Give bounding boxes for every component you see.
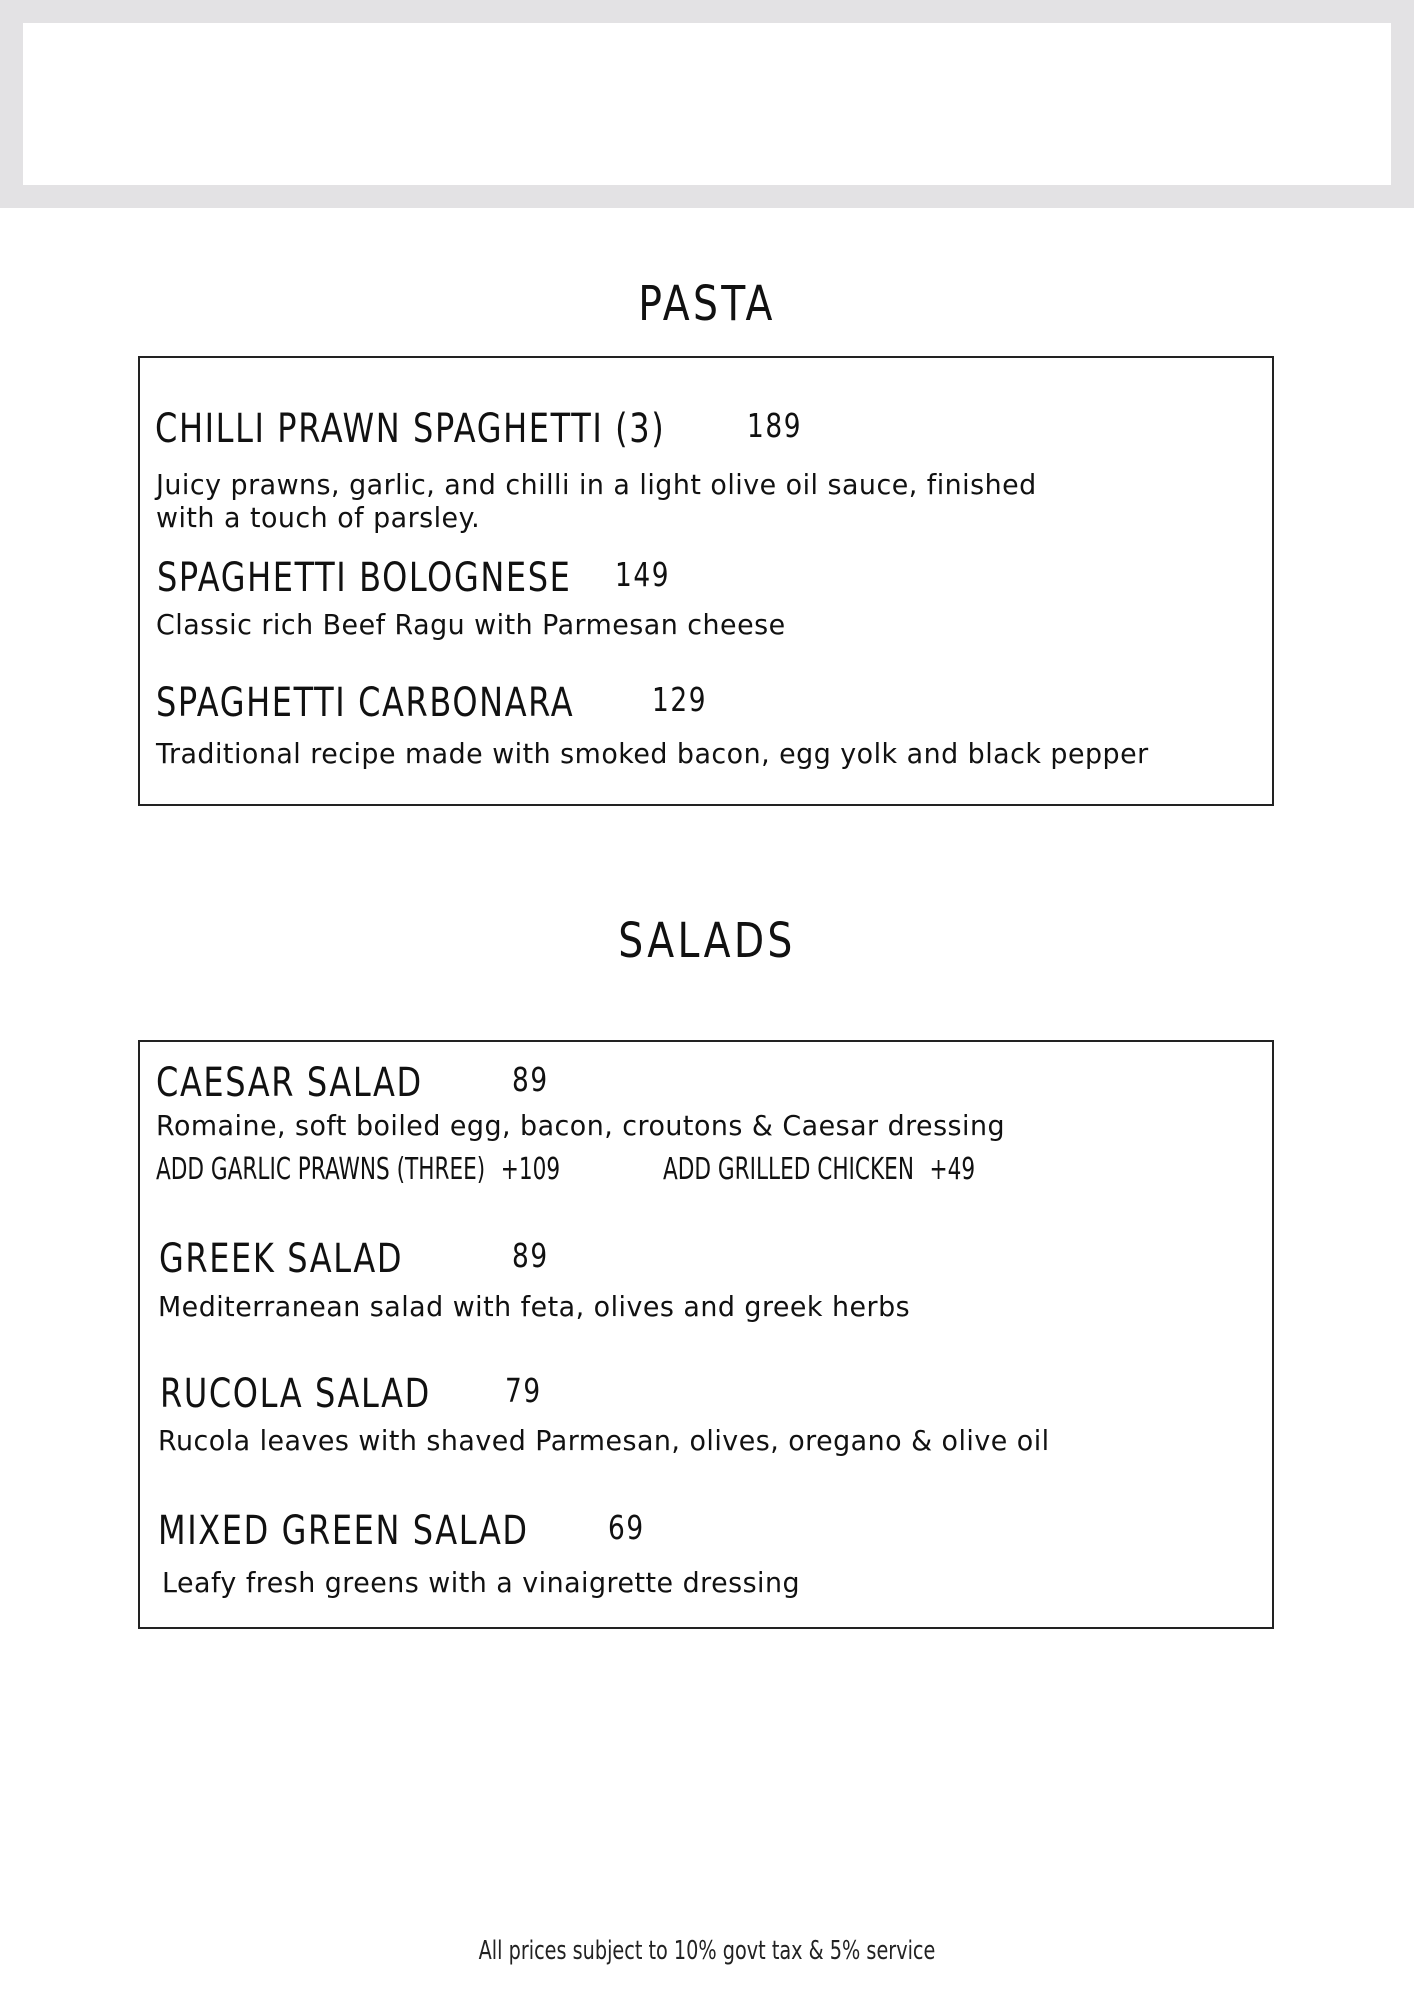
item-name: SPAGHETTI BOLOGNESE — [157, 555, 572, 601]
item-name: GREEK SALAD — [159, 1236, 404, 1282]
section-title-pasta: PASTA — [638, 276, 776, 332]
footer-note: All prices subject to 10% govt tax & 5% service — [478, 1936, 936, 1966]
item-name: SPAGHETTI CARBONARA — [156, 680, 575, 726]
item-name: RUCOLA SALAD — [160, 1371, 431, 1417]
item-description: Rucola leaves with shaved Parmesan, olives, oregano & olive oil — [158, 1424, 1050, 1457]
pasta-menu-box — [138, 356, 1274, 806]
item-description: Leafy fresh greens with a vinaigrette dressing — [162, 1566, 801, 1599]
item-description: Mediterranean salad with feta, olives and greek herbs — [158, 1290, 911, 1323]
item-name: MIXED GREEN SALAD — [158, 1508, 529, 1554]
item-description-line-1: Juicy prawns, garlic, and chilli in a light olive oil sauce, finished — [156, 468, 1037, 501]
addon-grilled-chicken — [663, 1152, 975, 1187]
item-price: 79 — [505, 1371, 542, 1410]
item-description-line-2: with a touch of parsley. — [156, 501, 481, 534]
addon-price: +109 — [500, 1152, 561, 1187]
item-price: 89 — [512, 1236, 549, 1275]
item-name: CHILLI PRAWN SPAGHETTI (3) — [155, 406, 666, 452]
addon-label: ADD GRILLED CHICKEN — [663, 1152, 914, 1187]
item-price: 149 — [615, 555, 671, 594]
header-band — [0, 0, 1414, 208]
item-description: Romaine, soft boiled egg, bacon, croutons & Caesar dressing — [156, 1109, 1006, 1142]
item-price: 69 — [608, 1508, 645, 1547]
item-name: CAESAR SALAD — [156, 1060, 423, 1106]
item-description: Classic rich Beef Ragu with Parmesan cheese — [156, 608, 786, 641]
addon-price: +49 — [929, 1152, 976, 1187]
salads-menu-box — [138, 1040, 1274, 1629]
item-price: 189 — [747, 406, 803, 445]
item-description: Traditional recipe made with smoked bacon, egg yolk and black pepper — [156, 737, 1149, 770]
header-panel — [23, 23, 1391, 185]
item-price: 129 — [652, 680, 708, 719]
item-price: 89 — [512, 1060, 549, 1099]
addon-garlic-prawns — [156, 1152, 560, 1187]
section-title-salads: SALADS — [618, 913, 796, 969]
addon-label: ADD GARLIC PRAWNS (THREE) — [156, 1152, 486, 1187]
